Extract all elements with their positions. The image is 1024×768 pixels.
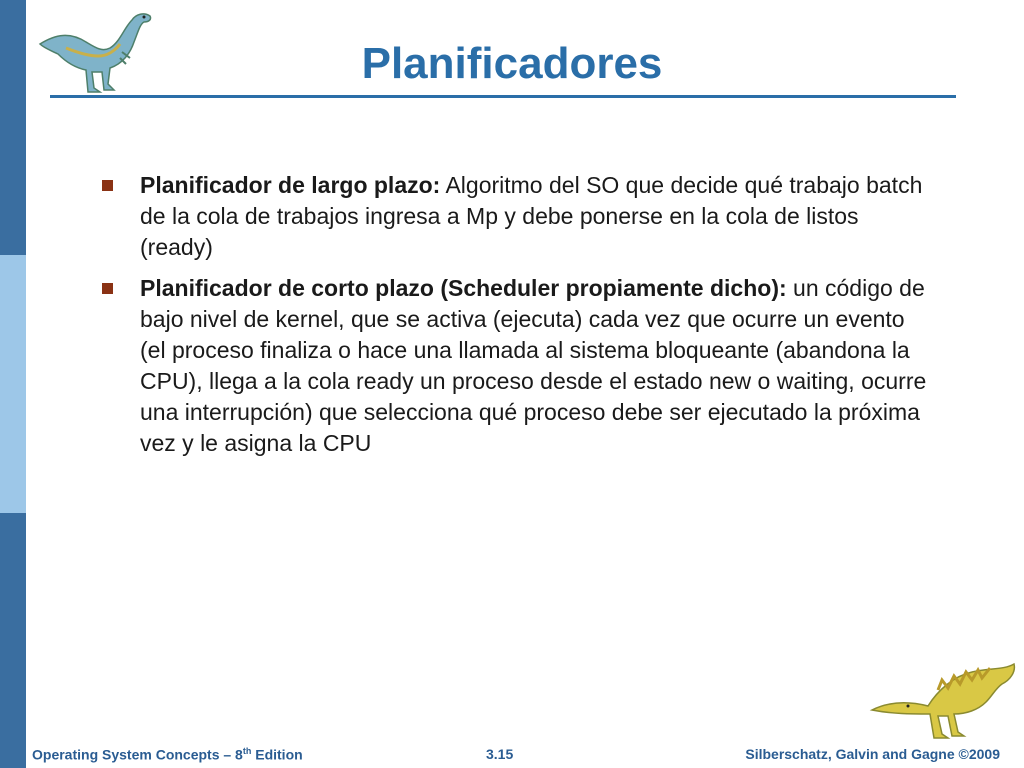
square-bullet-icon bbox=[102, 180, 113, 191]
footer-book-title bbox=[32, 746, 303, 763]
sidebar-segment-middle bbox=[0, 255, 26, 513]
bullet-term: Planificador de largo plazo: bbox=[140, 172, 441, 198]
bullet-text: un código de bajo nivel de kernel, que se activa (ejecuta) cada vez que ocurre un evento (el proceso finaliza o hace una llamada al sistema bloqueante (abandona la CPU), llega a la cola ready un proceso desde el estado new o waiting, ocurre una interrupción) que selecciona qué proceso debe ser ejecutado la próxima vez y le asigna la CPU bbox=[140, 275, 927, 456]
footer-title-suffix: Edition bbox=[251, 746, 303, 763]
title-underline bbox=[50, 95, 956, 98]
footer-title-prefix: Operating System Concepts – 8 bbox=[32, 746, 243, 763]
footer-authors: Silberschatz, Galvin and Gagne ©2009 bbox=[745, 746, 1000, 762]
bullet-item-short-term bbox=[98, 273, 928, 459]
dinosaur-bottom-icon bbox=[868, 650, 1018, 740]
bullet-text: Algoritmo del SO que decide qué trabajo batch de la cola de trabajos ingresa a Mp y debe ponerse en la cola de listos (ready) bbox=[140, 172, 923, 260]
sidebar-segment-bottom bbox=[0, 513, 26, 768]
bullet-list bbox=[98, 170, 928, 469]
bullet-item-long-term bbox=[98, 170, 928, 263]
sidebar-segment-top bbox=[0, 0, 26, 255]
footer-page-number: 3.15 bbox=[486, 746, 514, 762]
footer-title-superscript: th bbox=[242, 746, 252, 756]
left-sidebar-bar bbox=[0, 0, 26, 768]
bullet-term: Planificador de corto plazo (Scheduler propiamente dicho): bbox=[140, 275, 787, 301]
slide-title: Planificadores bbox=[361, 39, 663, 88]
square-bullet-icon bbox=[102, 283, 113, 294]
